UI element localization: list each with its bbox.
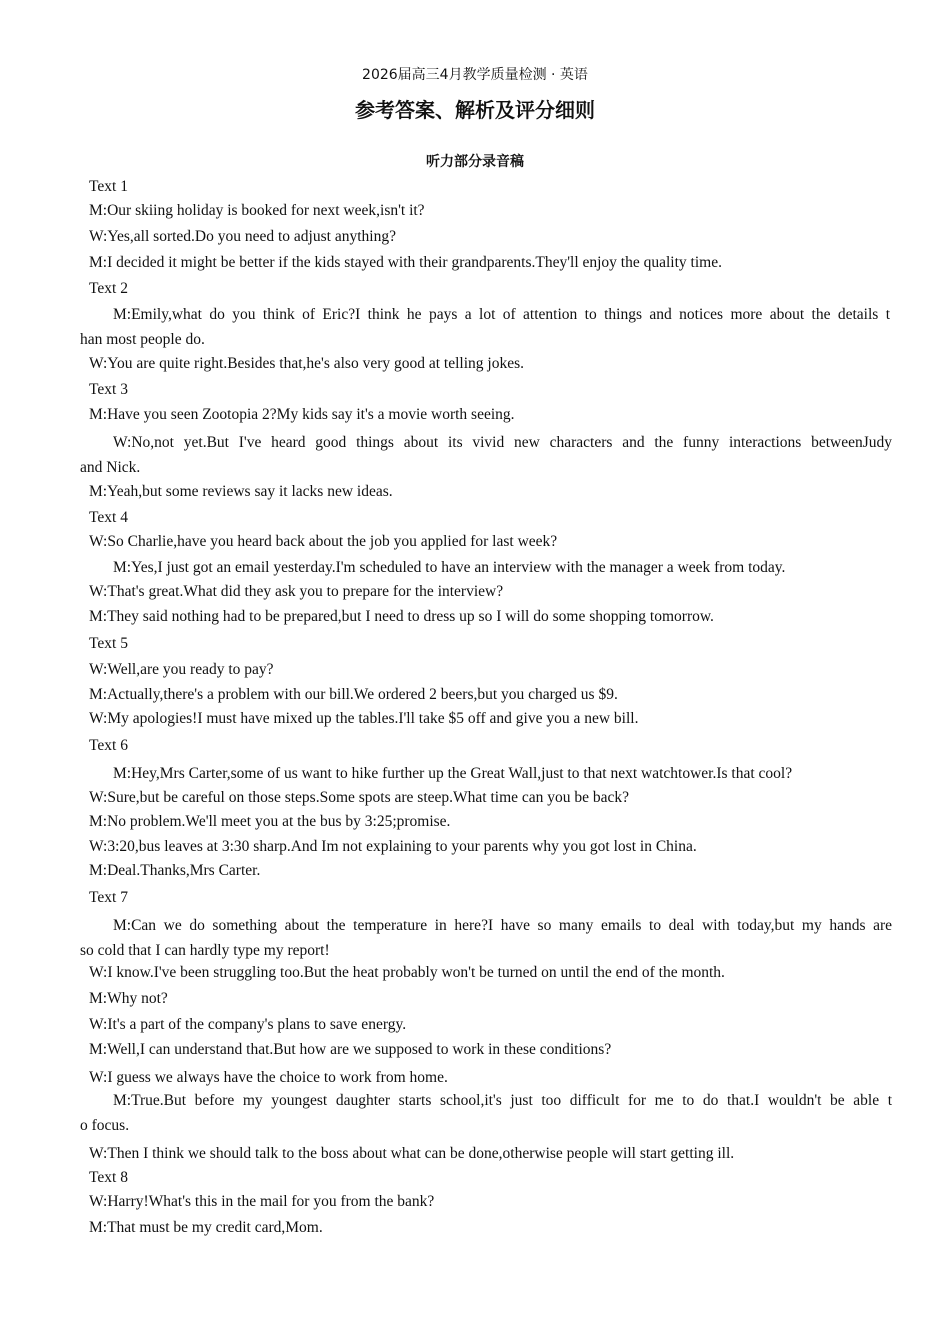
dialogue-line-continuation: han most people do. bbox=[80, 331, 205, 348]
text-label-7: Text 7 bbox=[89, 889, 128, 906]
dialogue-line: M:Why not? bbox=[89, 990, 168, 1007]
dialogue-line: M:I decided it might be better if the kids stayed with their grandparents.They'll enjoy the quality time. bbox=[89, 254, 722, 271]
exam-title: 2026届高三4月教学质量检测 · 英语 bbox=[362, 67, 588, 83]
dialogue-line: W:Harry!What's this in the mail for you from the bank? bbox=[89, 1193, 435, 1210]
dialogue-line: M:True.But before my youngest daughter starts school,it's just too difficult for me to do that.I wouldn't be able t bbox=[113, 1092, 892, 1109]
page-title: 参考答案、解析及评分细则 bbox=[355, 98, 595, 122]
text-label-6: Text 6 bbox=[89, 737, 128, 754]
dialogue-line: M:Can we do something about the temperature in here?I have so many emails to deal with today,but my hands are bbox=[113, 917, 892, 934]
dialogue-line: W:It's a part of the company's plans to save energy. bbox=[89, 1016, 407, 1033]
dialogue-line: M:Deal.Thanks,Mrs Carter. bbox=[89, 862, 261, 879]
text-label-5: Text 5 bbox=[89, 635, 128, 652]
section-heading: 听力部分录音稿 bbox=[426, 154, 524, 170]
dialogue-line: W:I guess we always have the choice to work from home. bbox=[89, 1069, 448, 1086]
dialogue-line: W:Then I think we should talk to the boss about what can be done,otherwise people will start getting ill. bbox=[89, 1145, 735, 1162]
text-label-8: Text 8 bbox=[89, 1169, 128, 1186]
dialogue-line: W:My apologies!I must have mixed up the tables.I'll take $5 off and give you a new bill. bbox=[89, 710, 639, 727]
dialogue-line: M:Yes,I just got an email yesterday.I'm scheduled to have an interview with the manager a week from today. bbox=[113, 559, 786, 576]
dialogue-line: W:That's great.What did they ask you to prepare for the interview? bbox=[89, 583, 504, 600]
dialogue-line: M:They said nothing had to be prepared,but I need to dress up so I will do some shopping tomorrow. bbox=[89, 608, 714, 625]
dialogue-line: W:You are quite right.Besides that,he's also very good at telling jokes. bbox=[89, 355, 524, 372]
dialogue-line: M:Hey,Mrs Carter,some of us want to hike further up the Great Wall,just to that next watchtower.Is that cool? bbox=[113, 765, 793, 782]
dialogue-line: M:Well,I can understand that.But how are we supposed to work in these conditions? bbox=[89, 1041, 612, 1058]
dialogue-line: W:No,not yet.But I've heard good things about its vivid new characters and the funny interactions betweenJudy bbox=[113, 434, 892, 451]
dialogue-line: M:Actually,there's a problem with our bill.We ordered 2 beers,but you charged us $9. bbox=[89, 686, 618, 703]
dialogue-line: M:No problem.We'll meet you at the bus by 3:25;promise. bbox=[89, 813, 451, 830]
dialogue-line: W:Yes,all sorted.Do you need to adjust anything? bbox=[89, 228, 396, 245]
dialogue-line: M:Our skiing holiday is booked for next week,isn't it? bbox=[89, 202, 425, 219]
dialogue-line: W:3:20,bus leaves at 3:30 sharp.And Im not explaining to your parents why you got lost in China. bbox=[89, 838, 697, 855]
dialogue-line: W:Well,are you ready to pay? bbox=[89, 661, 274, 678]
text-label-4: Text 4 bbox=[89, 509, 128, 526]
text-label-2: Text 2 bbox=[89, 280, 128, 297]
dialogue-line-continuation: and Nick. bbox=[80, 459, 141, 476]
dialogue-line-continuation: o focus. bbox=[80, 1117, 130, 1134]
dialogue-line: M:Yeah,but some reviews say it lacks new ideas. bbox=[89, 483, 393, 500]
dialogue-line: W:So Charlie,have you heard back about the job you applied for last week? bbox=[89, 533, 558, 550]
text-label-1: Text 1 bbox=[89, 178, 128, 195]
dialogue-line: W:Sure,but be careful on those steps.Some spots are steep.What time can you be back? bbox=[89, 789, 630, 806]
dialogue-line: M:Emily,what do you think of Eric?I think he pays a lot of attention to things and notices more about the details t bbox=[113, 306, 890, 323]
dialogue-line: M:That must be my credit card,Mom. bbox=[89, 1219, 323, 1236]
text-label-3: Text 3 bbox=[89, 381, 128, 398]
dialogue-line: W:I know.I've been struggling too.But the heat probably won't be turned on until the end of the month. bbox=[89, 964, 725, 981]
dialogue-line-continuation: so cold that I can hardly type my report! bbox=[80, 942, 330, 959]
dialogue-line: M:Have you seen Zootopia 2?My kids say it's a movie worth seeing. bbox=[89, 406, 515, 423]
